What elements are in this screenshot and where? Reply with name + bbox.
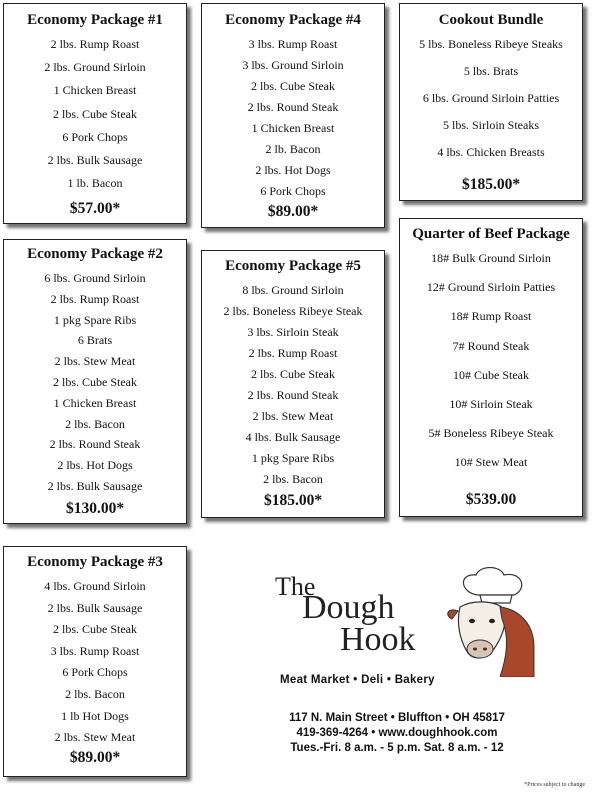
package-item: 1 Chicken Breast [53, 83, 137, 98]
economy-package-1-card [3, 3, 187, 224]
package-item: 2 lbs. Cube Steak [53, 375, 137, 389]
logo-word-hook: Hook [340, 621, 416, 658]
package-item: 1 Chicken Breast [53, 395, 137, 410]
package-item: 1 pkg Spare Ribs [251, 451, 335, 465]
package-price: $89.00* [267, 203, 319, 220]
package-item: 2 lbs. Bacon [65, 687, 125, 701]
package-item: 2 lbs. Round Steak [247, 100, 339, 114]
logo-word-the: The [275, 572, 316, 601]
package-item: 1 lb Hot Dogs [61, 708, 129, 723]
package-item: 2 lbs. Rump Roast [50, 37, 140, 51]
package-price: $130.00* [65, 500, 125, 517]
package-item: 2 lbs. Bulk Sausage [47, 600, 143, 615]
package-title: Economy Package #4 [225, 12, 361, 28]
package-item: 5 lbs. Sirloin Steaks [442, 118, 539, 132]
package-item: 7# Round Steak [452, 338, 530, 353]
economy-package-2-card [3, 239, 187, 524]
package-item: 3 lbs. Rump Roast [248, 37, 338, 51]
package-item: 2 lbs. Bulk Sausage [47, 153, 143, 167]
package-item: 3 lbs. Sirloin Steak [247, 325, 339, 339]
package-item: 2 lbs. Cube Steak [53, 106, 137, 121]
package-item: 18# Rump Roast [450, 309, 532, 324]
package-item: 2 lb. Bacon [265, 142, 321, 156]
package-title: Economy Package #2 [27, 246, 163, 262]
store-hours: Tues.-Fri. 8 a.m. - 5 p.m. Sat. 8 a.m. - 12 [290, 742, 504, 754]
package-item: 2 lbs. Rump Roast [248, 346, 338, 360]
package-item: 2 lbs. Round Steak [247, 388, 339, 402]
package-item: 2 lbs. Rump Roast [50, 291, 140, 306]
package-item: 6 lbs. Ground Sirloin [44, 271, 146, 285]
package-item: 3 lbs. Ground Sirloin [242, 58, 344, 72]
package-item: 1 Chicken Breast [251, 121, 335, 135]
package-item: 5 lbs. Boneless Ribeye Steaks [419, 37, 563, 51]
economy-package-4-card [201, 3, 385, 228]
package-item: 5 lbs. Brats [463, 64, 519, 78]
package-item: 5# Boneless Ribeye Steak [428, 426, 554, 441]
phone-and-website: 419-369-4264 • www.doughhook.com [296, 727, 498, 739]
economy-package-5-card [201, 250, 385, 518]
package-item: 2 lbs. Bacon [65, 416, 125, 431]
package-title: Cookout Bundle [438, 12, 544, 28]
package-title: Quarter of Beef Package [412, 226, 570, 242]
package-item: 2 lbs. Cube Steak [251, 367, 335, 381]
contact-info [272, 711, 522, 756]
package-item: 4 lbs. Chicken Breasts [437, 145, 545, 159]
package-price: $57.00* [69, 200, 121, 217]
package-item: 3 lbs. Rump Roast [50, 643, 140, 658]
package-item: 2 lbs. Ground Sirloin [44, 60, 146, 75]
cow-with-chef-hat-illustration [430, 567, 535, 677]
package-item: 2 lbs. Boneless Ribeye Steak [223, 304, 363, 318]
package-title: Economy Package #5 [225, 258, 361, 274]
prices-footnote: *Prices subject to change [524, 782, 585, 788]
dough-hook-logo [240, 565, 540, 765]
package-item: 4 lbs. Bulk Sausage [245, 430, 341, 444]
package-item: 2 lbs. Stew Meat [54, 730, 136, 745]
logo-word-dough: Dough [302, 589, 395, 626]
package-item: 6 Pork Chops [62, 665, 128, 680]
package-item: 2 lbs. Cube Steak [251, 79, 335, 93]
package-item: 10# Sirloin Steak [449, 397, 533, 411]
package-item: 6 lbs. Ground Sirloin Patties [422, 91, 560, 105]
package-item: 8 lbs. Ground Sirloin [242, 283, 344, 297]
package-item: 1 lb. Bacon [67, 176, 123, 191]
quarter-of-beef-card [399, 218, 583, 517]
package-item: 12# Ground Sirloin Patties [426, 280, 556, 295]
package-item: 2 lbs. Stew Meat [54, 354, 136, 369]
package-item: 6 Brats [77, 333, 113, 348]
package-item: 6 Pork Chops [260, 184, 326, 198]
package-price: $185.00* [263, 492, 323, 509]
package-item: 2 lbs. Bacon [263, 472, 323, 486]
package-item: 1 pkg Spare Ribs [53, 312, 137, 327]
package-item: 2 lbs. Stew Meat [252, 409, 334, 423]
logo-tagline: Meat Market • Deli • Bakery [280, 674, 435, 686]
economy-package-3-card [3, 546, 187, 777]
package-item: 2 lbs. Hot Dogs [255, 163, 331, 177]
package-item: 2 lbs. Hot Dogs [57, 458, 133, 473]
package-item: 18# Bulk Ground Sirloin [431, 251, 551, 265]
package-item: 2 lbs. Cube Steak [53, 622, 137, 637]
package-price: $539.00 [465, 491, 517, 508]
package-item: 2 lbs. Bulk Sausage [47, 479, 143, 493]
package-item: 10# Stew Meat [454, 455, 528, 470]
package-title: Economy Package #3 [27, 554, 163, 570]
package-item: 2 lbs. Round Steak [49, 437, 141, 452]
package-price: $89.00* [69, 749, 121, 766]
package-item: 10# Cube Steak [453, 367, 529, 382]
package-price: $185.00* [461, 176, 521, 193]
cookout-bundle-card [399, 3, 583, 201]
address: 117 N. Main Street • Bluffton • OH 45817 [289, 712, 505, 724]
package-item: 6 Pork Chops [62, 129, 128, 144]
package-title: Economy Package #1 [27, 12, 163, 28]
package-item: 4 lbs. Ground Sirloin [44, 579, 146, 593]
